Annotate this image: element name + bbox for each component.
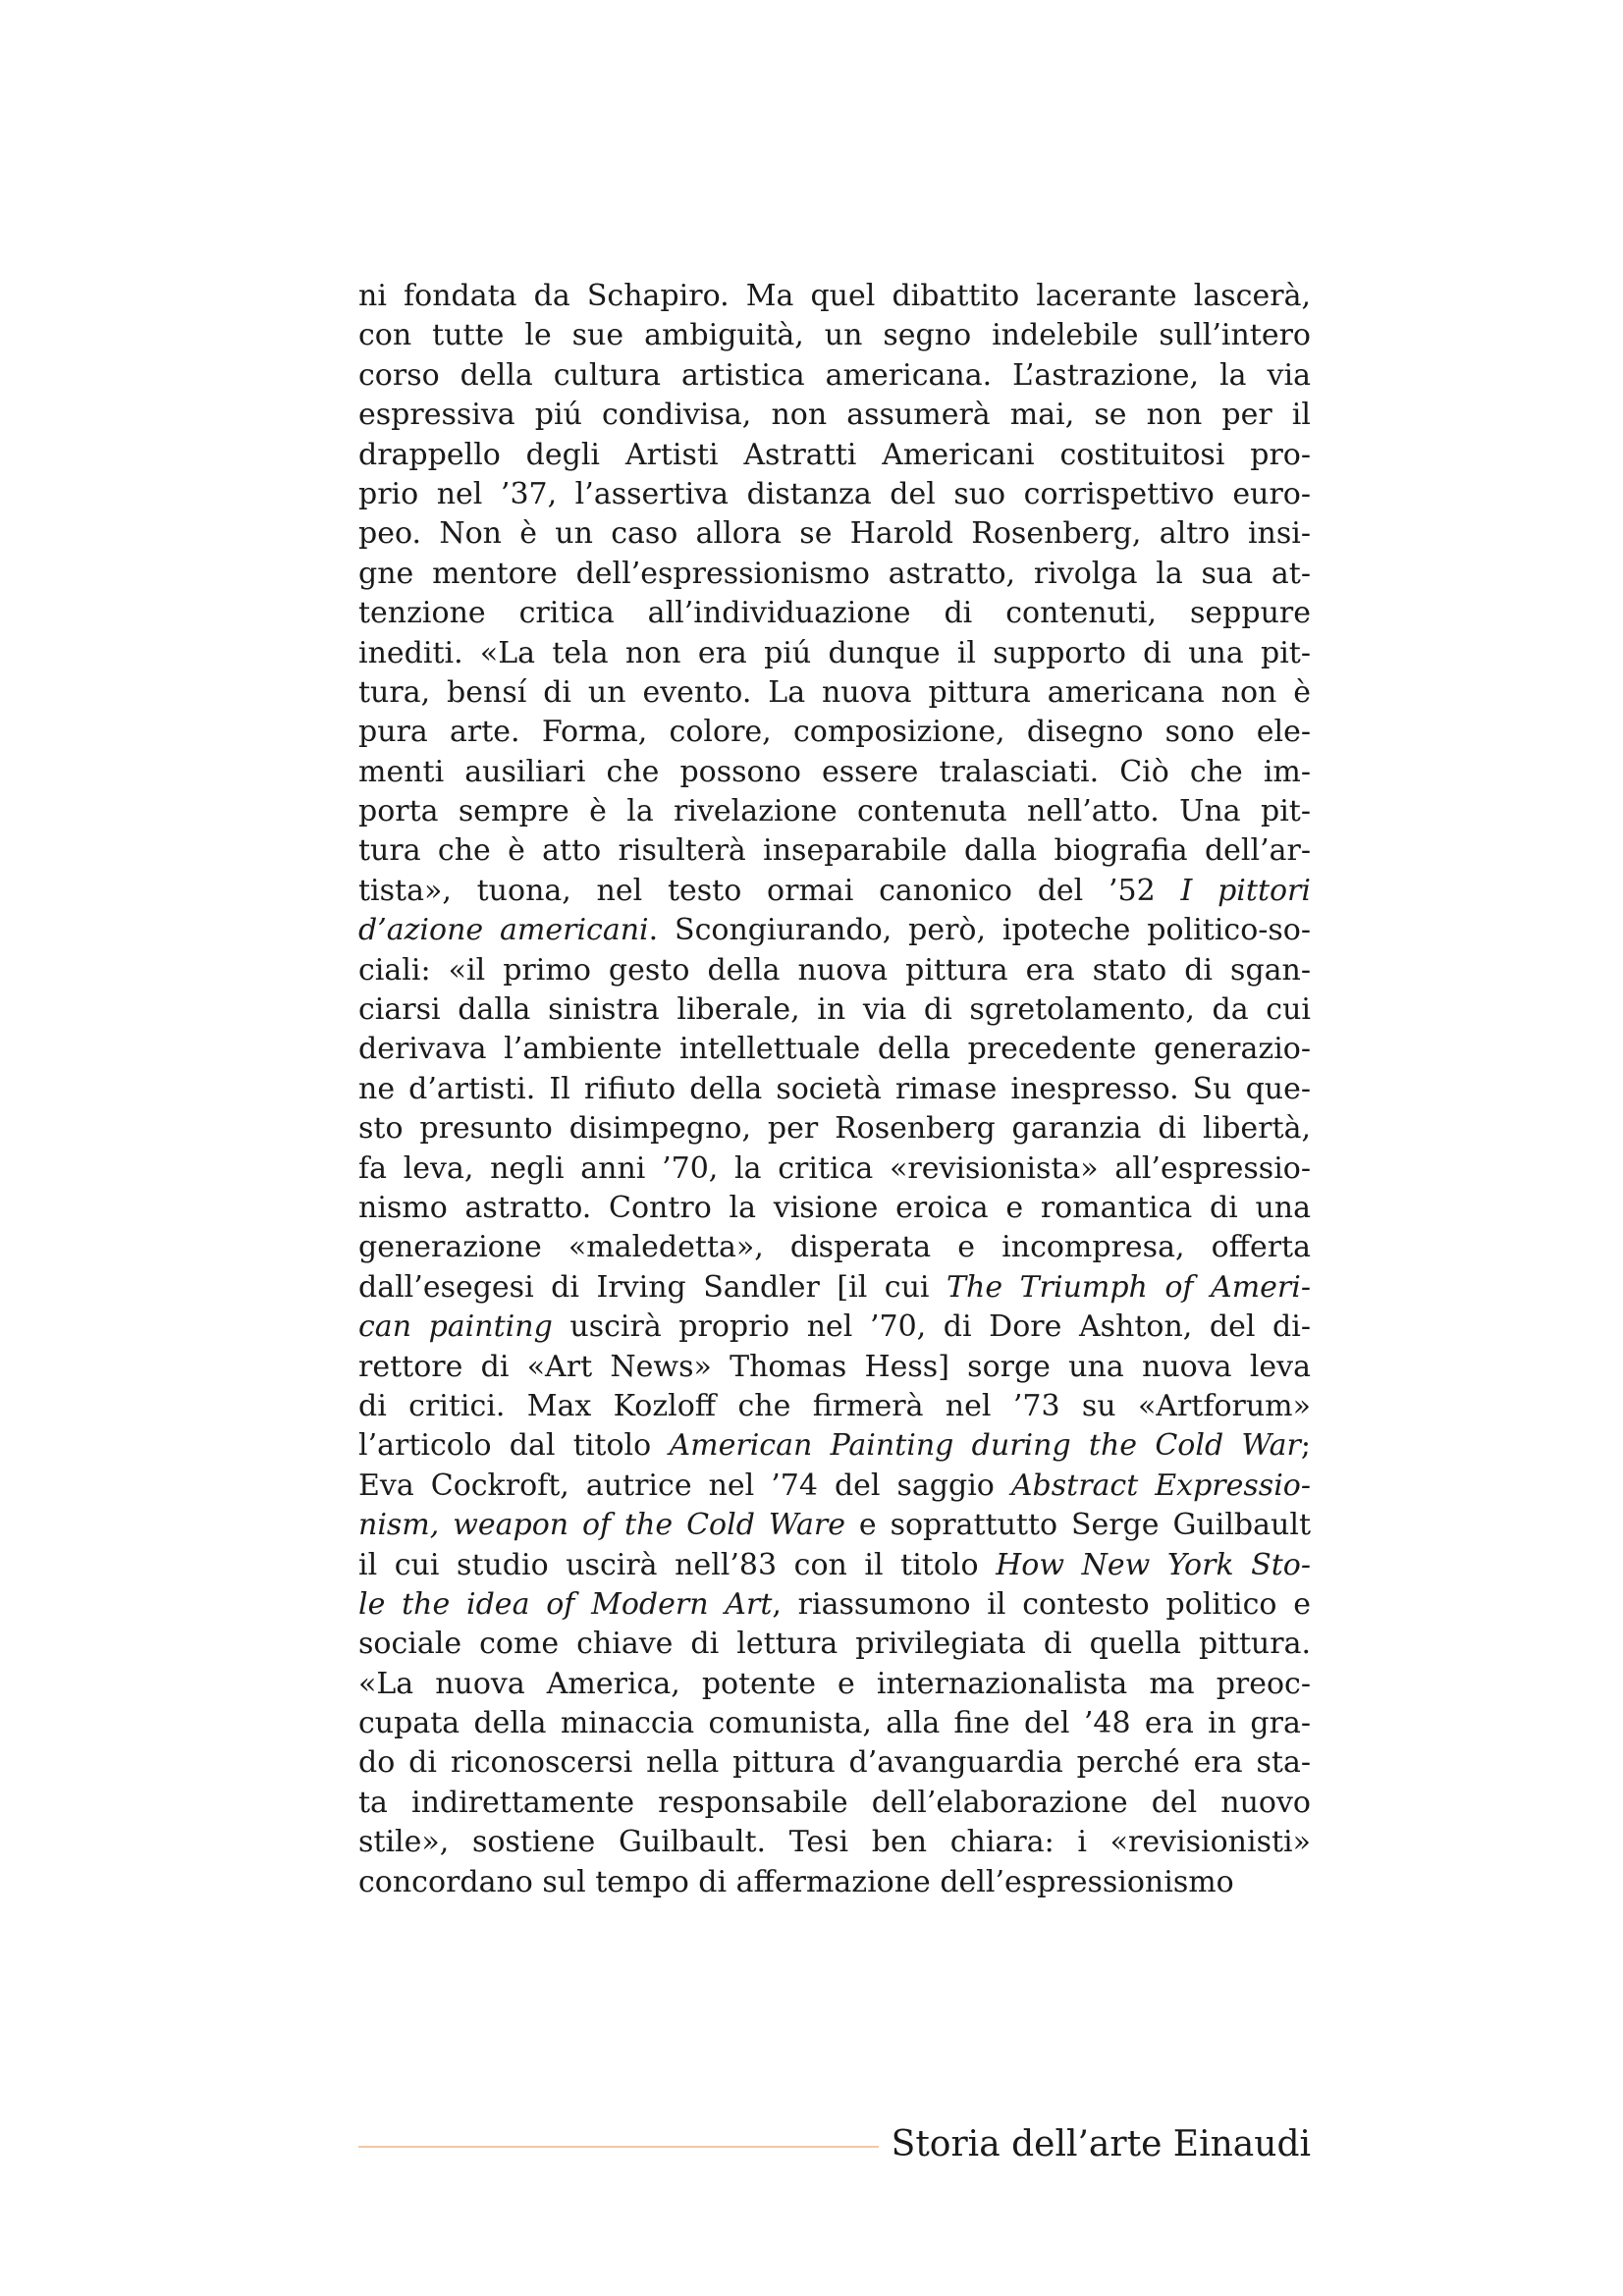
italic-title: American Painting during the Cold War: [669, 1428, 1301, 1464]
text-line: [358, 1704, 1311, 1743]
text-run: pura arte. Forma, colore, composizione, disegno sono ele-: [358, 715, 1311, 750]
text-line: [358, 831, 1311, 871]
text-run: Eva Cockroft, autrice nel ’74 del saggio: [358, 1468, 1011, 1503]
text-run: «La nuova America, potente e internazionalista ma preoc-: [358, 1666, 1311, 1701]
text-run: generazione «maledetta», disperata e incompresa, offerta: [358, 1230, 1311, 1265]
text-line: [358, 911, 1311, 950]
text-run: inediti. «La tela non era piú dunque il supporto di una pit-: [358, 635, 1311, 670]
text-line: [358, 1585, 1311, 1625]
italic-title: I pittori: [1180, 873, 1311, 908]
text-run: espressiva piú condivisa, non assumerà mai, se non per il: [358, 398, 1311, 433]
text-run: nismo astratto. Contro la visione eroica e romantica di una: [358, 1190, 1311, 1225]
footer-title: Storia dell’arte Einaudi: [891, 2124, 1311, 2164]
text-line: [358, 1426, 1311, 1466]
text-line: [358, 1625, 1311, 1664]
text-run: ne d’artisti. Il rifiuto della società rimase inespresso. Su que-: [358, 1071, 1311, 1106]
text-line: [358, 1268, 1311, 1308]
text-run: l’articolo dal titolo: [358, 1428, 670, 1464]
text-run: dall’esegesi di Irving Sandler [il cui: [358, 1269, 947, 1305]
text-line: [358, 594, 1311, 633]
text-run: peo. Non è un caso allora se Harold Rosenberg, altro insi-: [358, 516, 1311, 552]
text-run: tura, bensí di un evento. La nuova pittura americana non è: [358, 674, 1311, 710]
text-run: rettore di «Art News» Thomas Hess] sorge una nuova leva: [358, 1349, 1311, 1384]
text-line: [358, 1070, 1311, 1109]
text-line: [358, 396, 1311, 435]
text-run: do di riconoscersi nella pittura d’avanguardia perché era sta-: [358, 1745, 1311, 1781]
text-run: tista», tuona, nel testo ormai canonico del ’52: [358, 873, 1181, 908]
text-run: stile», sostiene Guilbault. Tesi ben chiara: i «revisionisti»: [358, 1825, 1311, 1860]
italic-title: le the idea of Modern Art: [358, 1586, 773, 1622]
text-run: drappello degli Artisti Astratti Americani costituitosi pro-: [358, 437, 1311, 472]
text-line: [358, 1467, 1311, 1506]
text-line: [358, 713, 1311, 752]
text-line: [358, 634, 1311, 673]
text-line: [358, 1387, 1311, 1426]
text-line: [358, 514, 1311, 554]
text-run: tura che è atto risulterà inseparabile dalla biografia dell’ar-: [358, 833, 1311, 869]
text-line: [358, 753, 1311, 792]
text-run: menti ausiliari che possono essere tralasciati. Ciò che im-: [358, 754, 1311, 789]
text-line: [358, 1109, 1311, 1148]
text-run: ni fondata da Schapiro. Ma quel dibattito lacerante lascerà,: [358, 279, 1311, 313]
text-line: [358, 1546, 1311, 1585]
italic-title: d’azione americani: [358, 913, 649, 948]
text-run: porta sempre è la rivelazione contenuta nell’atto. Una pit-: [358, 794, 1311, 829]
text-run: sociale come chiave di lettura privilegiata di quella pittura.: [358, 1627, 1311, 1662]
text-line: [358, 872, 1311, 911]
text-line: [358, 1784, 1311, 1823]
italic-title: nism, weapon of the Cold Ware: [358, 1508, 846, 1543]
text-line: [358, 990, 1311, 1030]
text-run: tenzione critica all’individuazione di contenuti, seppure: [358, 596, 1311, 631]
text-run: cupata della minaccia comunista, alla fine del ’48 era in gra-: [358, 1706, 1311, 1741]
text-line: [358, 277, 1311, 316]
text-line: [358, 1863, 1311, 1902]
text-run: ciali: «il primo gesto della nuova pittura era stato di sgan-: [358, 952, 1311, 988]
text-run: fa leva, negli anni ’70, la critica «revisionista» all’espressio-: [358, 1150, 1311, 1186]
text-line: [358, 436, 1311, 475]
text-run: ta indirettamente responsabile dell’elaborazione del nuovo: [358, 1785, 1311, 1820]
italic-title: can painting: [358, 1309, 553, 1345]
text-line: [358, 1308, 1311, 1347]
text-line: [358, 673, 1311, 713]
text-run: il cui studio uscirà nell’83 con il titolo: [358, 1547, 997, 1582]
text-run: gne mentore dell’espressionismo astratto, rivolga la sua at-: [358, 556, 1311, 591]
footer-rule: [358, 2146, 879, 2148]
text-run: ciarsi dalla sinistra liberale, in via di sgretolamento, da cui: [358, 992, 1311, 1028]
text-line: [358, 1030, 1311, 1069]
italic-title: Abstract Expressio-: [1010, 1468, 1311, 1503]
text-line: [358, 1506, 1311, 1545]
text-run: con tutte le sue ambiguità, un segno indelebile sull’intero: [358, 318, 1311, 353]
text-line: [358, 1823, 1311, 1862]
text-line: [358, 792, 1311, 831]
text-run: corso della cultura artistica americana. L’astrazione, la via: [358, 357, 1311, 393]
text-line: [358, 1348, 1311, 1387]
text-run: uscirà proprio nel ’70, di Dore Ashton, del di-: [552, 1309, 1311, 1345]
text-line: [358, 316, 1311, 355]
text-run: di critici. Max Kozloff che firmerà nel ’73 su «Artforum»: [358, 1388, 1311, 1423]
text-run: prio nel ’37, l’assertiva distanza del suo corrispettivo euro-: [358, 476, 1311, 511]
text-line: [358, 1228, 1311, 1267]
body-text: [358, 277, 1311, 1902]
text-run: ;: [1300, 1428, 1311, 1464]
italic-title: The Triumph of Ameri-: [947, 1269, 1311, 1305]
text-run: e soprattutto Serge Guilbault: [845, 1508, 1311, 1543]
text-line: [358, 1149, 1311, 1189]
text-run: derivava l’ambiente intellettuale della precedente generazio-: [358, 1032, 1311, 1067]
text-line: [358, 1665, 1311, 1704]
text-run: , riassumono il contesto politico e: [772, 1586, 1311, 1622]
text-run: concordano sul tempo di affermazione dell’espressionismo: [358, 1864, 1234, 1899]
italic-title: How New York Sto-: [996, 1547, 1311, 1582]
text-line: [358, 951, 1311, 990]
text-line: [358, 475, 1311, 514]
text-run: sto presunto disimpegno, per Rosenberg garanzia di libertà,: [358, 1111, 1311, 1147]
text-line: [358, 356, 1311, 396]
text-line: [358, 1189, 1311, 1228]
page-footer: [358, 2120, 1311, 2169]
text-line: [358, 555, 1311, 594]
text-run: . Scongiurando, però, ipoteche politico-so-: [648, 913, 1311, 948]
text-line: [358, 1743, 1311, 1783]
